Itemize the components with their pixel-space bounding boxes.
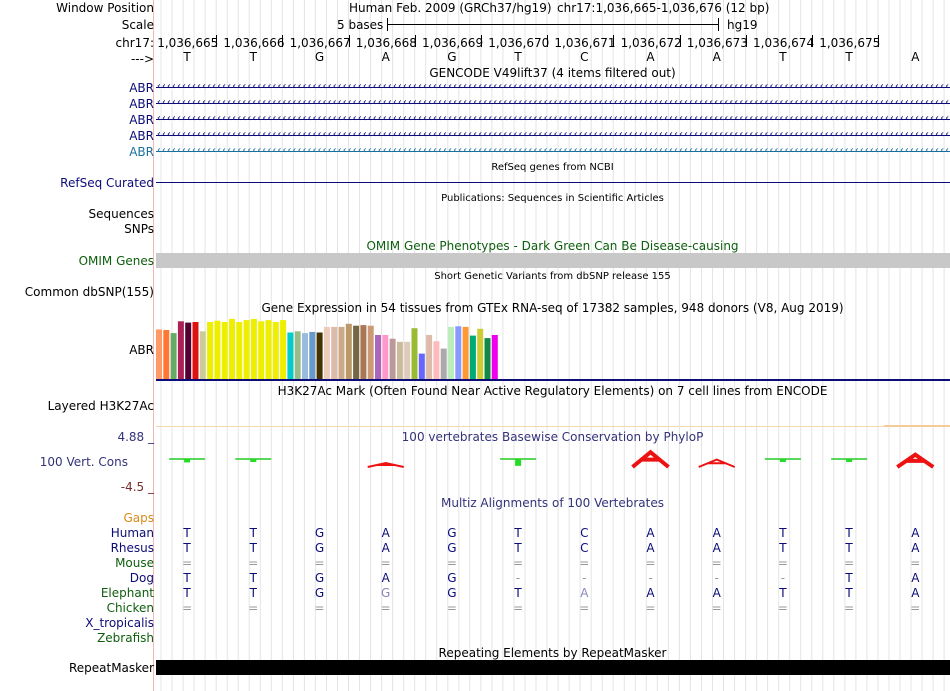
gencode-item-label[interactable]: ABR [129, 81, 154, 95]
gtex-tissue-bar[interactable] [433, 341, 439, 379]
multiz-species-label[interactable]: Zebrafish [97, 631, 154, 645]
dna-base: T [845, 50, 853, 64]
gtex-tissue-bar[interactable] [200, 331, 206, 379]
gtex-tissue-bar[interactable] [485, 338, 491, 379]
multiz-base: = [711, 556, 722, 570]
multiz-base: = [844, 556, 855, 570]
dna-base: T [249, 50, 257, 64]
gtex-tissue-bar[interactable] [207, 322, 213, 379]
dbsnp-track-title: Short Genetic Variants from dbSNP release 155 [434, 271, 671, 282]
scale-bar-text: 5 bases [337, 18, 384, 32]
multiz-base: = [645, 601, 656, 615]
gtex-tissue-bar[interactable] [463, 327, 469, 379]
gtex-tissue-bar[interactable] [353, 326, 359, 379]
chrom-label: chr17: [115, 36, 154, 50]
multiz-base: = [446, 556, 457, 570]
multiz-base: A [646, 586, 655, 600]
ruler-coordinate: 1,036,668 [355, 36, 417, 50]
gtex-tissue-bar[interactable] [477, 329, 483, 379]
multiz-base: A [712, 586, 721, 600]
gtex-tissue-bar[interactable] [251, 319, 257, 379]
gtex-tissue-bar[interactable] [390, 339, 396, 379]
multiz-base: - [714, 571, 719, 585]
multiz-base: T [183, 526, 191, 540]
gtex-tissue-bar[interactable] [236, 322, 242, 379]
window-position-label: Window Position [56, 1, 154, 15]
multiz-base: = [446, 601, 457, 615]
multiz-base: = [910, 556, 921, 570]
multiz-base: T [183, 586, 191, 600]
gtex-tissue-bar[interactable] [368, 326, 374, 379]
repeatmasker-element-bar[interactable] [156, 660, 950, 675]
ruler-coordinate: 1,036,675 [819, 36, 881, 50]
scale-label: Scale [121, 18, 154, 32]
dbsnp-label[interactable]: Common dbSNP(155) [24, 285, 154, 299]
ruler-coordinate: 1,036,673 [686, 36, 748, 50]
multiz-base: T [514, 586, 522, 600]
gtex-tissue-bar[interactable] [346, 324, 352, 379]
multiz-base: A [381, 526, 390, 540]
publications-track-title: Publications: Sequences in Scientific Articles [441, 193, 664, 204]
gtex-tissue-bar[interactable] [266, 320, 272, 379]
multiz-base: = [645, 556, 656, 570]
multiz-base: = [182, 556, 193, 570]
gtex-tissue-bar[interactable] [448, 327, 454, 379]
multiz-base: = [182, 601, 193, 615]
dna-base: G [314, 50, 325, 64]
gencode-transcript-line [156, 151, 950, 152]
multiz-base: = [579, 556, 590, 570]
gtex-tissue-bar[interactable] [309, 332, 315, 379]
multiz-base: A [911, 526, 920, 540]
gencode-item-label[interactable]: ABR [129, 97, 154, 111]
repeatmasker-track-title: Repeating Elements by RepeatMasker [438, 646, 667, 660]
multiz-species-label[interactable]: X_tropicalis [85, 616, 154, 630]
gencode-transcript-arrows[interactable] [156, 112, 950, 126]
multiz-base: - [515, 571, 521, 585]
gtex-tissue-bar[interactable] [470, 336, 476, 379]
multiz-base: = [513, 601, 524, 615]
multiz-base: G [314, 586, 325, 600]
multiz-base: G [447, 586, 457, 600]
multiz-base: T [183, 541, 191, 555]
phylop-conservation-track[interactable] [0, 440, 950, 490]
multiz-base: - [648, 571, 653, 585]
gtex-tissue-bar[interactable] [214, 321, 220, 379]
multiz-base: T [779, 586, 787, 600]
refseq-track-title: RefSeq genes from NCBI [491, 162, 614, 173]
dna-base: A [646, 50, 655, 64]
dna-sequence-row [0, 50, 950, 64]
gtex-tissue-bar[interactable] [324, 327, 330, 379]
scale-db: hg19 [727, 18, 758, 32]
multiz-base: T [514, 526, 522, 540]
multiz-base: A [911, 541, 920, 555]
phylop-max-label: 4.88 _ [117, 430, 154, 444]
gtex-tissue-bar[interactable] [302, 333, 308, 379]
multiz-base: - [582, 571, 587, 585]
gtex-tissue-bar[interactable] [295, 331, 301, 379]
multiz-species-label[interactable]: Mouse [115, 556, 154, 570]
multiz-base: = [314, 601, 325, 615]
refseq-transcript-line[interactable] [156, 182, 950, 183]
gtex-tissue-bar[interactable] [426, 335, 432, 379]
ruler-coordinate: 1,036,669 [422, 36, 484, 50]
phylop-label[interactable]: 100 Vert. Cons [39, 455, 128, 469]
dna-base: C [580, 50, 589, 64]
gtex-tissue-bar[interactable] [222, 322, 228, 379]
multiz-base: T [779, 541, 787, 555]
gtex-tissue-bar[interactable] [287, 333, 293, 380]
gtex-tissue-bar[interactable] [419, 354, 425, 379]
multiz-base: = [579, 601, 590, 615]
h3k27ac-label[interactable]: Layered H3K27Ac [47, 399, 154, 413]
phylop-conserved-mark [699, 460, 735, 467]
multiz-base: G [314, 571, 325, 585]
dna-base: A [712, 50, 721, 64]
gencode-transcript-line [156, 119, 950, 120]
multiz-base: = [248, 601, 259, 615]
gtex-tissue-bar[interactable] [339, 327, 345, 379]
multiz-base: = [777, 601, 788, 615]
multiz-base: G [314, 541, 325, 555]
dna-base: A [911, 50, 920, 64]
ruler-coordinate: 1,036,672 [620, 36, 682, 50]
gtex-label[interactable]: ABR [129, 343, 154, 357]
multiz-base: = [777, 556, 788, 570]
multiz-species-label[interactable]: Human [110, 526, 154, 540]
multiz-base: = [844, 601, 855, 615]
gtex-tissue-bar[interactable] [185, 323, 191, 379]
phylop-track-title: 100 vertebrates Basewise Conservation by PhyloP [401, 430, 704, 444]
gencode-item-label[interactable]: ABR [129, 113, 154, 127]
h3k27ac-signal-peak [884, 425, 950, 427]
multiz-base: T [249, 571, 257, 585]
gencode-transcript-line [156, 103, 950, 104]
multiz-base: T [845, 586, 853, 600]
gtex-tissue-bar[interactable] [382, 335, 388, 379]
multiz-base: = [380, 601, 391, 615]
multiz-species-label[interactable]: Elephant [100, 586, 154, 600]
dna-base: T [183, 50, 191, 64]
gtex-tissue-bar[interactable] [273, 322, 279, 379]
gencode-transcript-arrows[interactable] [156, 96, 950, 110]
phylop-accelerated-mark [169, 459, 205, 462]
gtex-tissue-bar[interactable] [412, 328, 418, 379]
gencode-transcript-line [156, 135, 950, 136]
gencode-transcript-arrows[interactable] [156, 128, 950, 142]
gencode-track-title: GENCODE V49lift37 (4 items filtered out) [429, 66, 676, 80]
gtex-tissue-bar[interactable] [178, 321, 184, 379]
phylop-min-label: -4.5 _ [120, 480, 154, 494]
dna-base: G [447, 50, 457, 64]
gtex-tissue-bar[interactable] [156, 329, 162, 379]
gtex-track-title: Gene Expression in 54 tissues from GTEx RNA-seq of 17382 samples, 948 donors (V8, Aug 2019) [261, 301, 844, 315]
omim-label[interactable]: OMIM Genes [78, 254, 154, 268]
ruler-coordinate: 1,036,671 [554, 36, 616, 50]
multiz-base: A [646, 526, 655, 540]
phylop-accelerated-mark [765, 459, 801, 462]
multiz-base: A [911, 571, 920, 585]
multiz-gaps-label[interactable]: Gaps [123, 511, 154, 525]
multiz-base: T [514, 541, 522, 555]
multiz-base: A [381, 571, 390, 585]
multiz-base: = [380, 556, 391, 570]
multiz-base: G [447, 526, 457, 540]
multiz-base: A [712, 541, 721, 555]
multiz-base: T [845, 526, 853, 540]
phylop-conserved-mark [633, 452, 669, 467]
gtex-tissue-bar[interactable] [258, 321, 264, 379]
ruler-coordinate: 1,036,670 [488, 36, 550, 50]
gtex-tissue-bar[interactable] [441, 349, 447, 379]
gtex-tissue-bar[interactable] [193, 322, 199, 379]
multiz-base: = [314, 556, 325, 570]
gtex-tissue-bar[interactable] [331, 327, 337, 379]
multiz-base: = [513, 556, 524, 570]
gtex-tissue-bar[interactable] [163, 330, 169, 379]
gencode-item-label[interactable]: ABR [129, 145, 154, 159]
multiz-track-title: Multiz Alignments of 100 Vertebrates [440, 496, 665, 510]
multiz-base: A [646, 541, 655, 555]
h3k27ac-track-title: H3K27Ac Mark (Often Found Near Active Regulatory Elements) on 7 cell lines from ENCODE [277, 384, 828, 398]
gtex-tissue-bar[interactable] [404, 342, 410, 379]
multiz-species-label[interactable]: Rhesus [110, 541, 154, 555]
dna-base: T [779, 50, 787, 64]
ruler-coordinate: 1,036,666 [223, 36, 285, 50]
ruler-coordinate: 1,036,667 [289, 36, 351, 50]
h3k27ac-signal-line [156, 426, 884, 427]
multiz-species-label[interactable]: Chicken [106, 601, 154, 615]
gtex-tissue-bar[interactable] [397, 342, 403, 379]
gtex-expression-chart[interactable] [155, 316, 535, 382]
multiz-base: G [447, 541, 457, 555]
multiz-base: = [248, 556, 259, 570]
multiz-base: G [447, 571, 457, 585]
multiz-base: A [712, 526, 721, 540]
publications-sequences-label[interactable]: Sequences [88, 207, 154, 221]
phylop-accelerated-mark [831, 459, 867, 462]
repeatmasker-label[interactable]: RepeatMasker [68, 661, 154, 675]
multiz-base: T [249, 526, 257, 540]
gtex-tissue-bar[interactable] [171, 333, 177, 379]
gtex-tissue-bar[interactable] [317, 333, 323, 380]
multiz-base: T [249, 586, 257, 600]
gencode-item-label[interactable]: ABR [129, 129, 154, 143]
gtex-tissue-bar[interactable] [492, 335, 498, 379]
multiz-base: T [779, 526, 787, 540]
multiz-base: - [780, 571, 786, 585]
gtex-tissue-bar[interactable] [244, 320, 250, 379]
gencode-transcript-arrows[interactable] [156, 144, 950, 158]
omim-track-title: OMIM Gene Phenotypes - Dark Green Can Be Disease-causing [366, 239, 739, 253]
multiz-base: T [845, 541, 853, 555]
gtex-tissue-bar[interactable] [455, 326, 461, 379]
omim-gene-bar[interactable] [156, 253, 950, 268]
multiz-base: C [580, 541, 589, 555]
phylop-accelerated-mark [235, 459, 271, 462]
multiz-species-label[interactable]: Dog [129, 571, 154, 585]
multiz-base: = [910, 601, 921, 615]
strand-label[interactable]: ---> [130, 52, 154, 66]
multiz-base: G [314, 526, 325, 540]
multiz-base: A [580, 586, 589, 600]
phylop-conserved-mark [368, 463, 404, 467]
assembly-title: Human Feb. 2009 (GRCh37/hg19) [349, 1, 552, 15]
gencode-transcript-line [156, 87, 950, 88]
ruler-coordinate: 1,036,674 [753, 36, 815, 50]
gtex-tissue-bar[interactable] [360, 325, 366, 379]
gtex-tissue-bar[interactable] [375, 335, 381, 379]
multiz-base: A [911, 586, 920, 600]
dna-base: A [381, 50, 390, 64]
ruler-coordinate: 1,036,665 [157, 36, 219, 50]
refseq-label[interactable]: RefSeq Curated [60, 176, 154, 190]
phylop-conserved-mark [897, 455, 933, 467]
multiz-base: A [381, 541, 390, 555]
multiz-base: C [580, 526, 589, 540]
dna-base: T [514, 50, 522, 64]
multiz-base: = [711, 601, 722, 615]
gtex-tissue-bar[interactable] [280, 320, 286, 379]
position-readout[interactable]: chr17:1,036,665-1,036,676 (12 bp) [557, 1, 770, 15]
gtex-tissue-bar[interactable] [229, 319, 235, 379]
gencode-transcript-arrows[interactable] [156, 80, 950, 94]
multiz-base: G [381, 586, 391, 600]
publications-snps-label[interactable]: SNPs [124, 222, 154, 236]
multiz-base: T [183, 571, 191, 585]
phylop-accelerated-mark [500, 459, 536, 466]
multiz-base: T [249, 541, 257, 555]
multiz-base: T [845, 571, 853, 585]
